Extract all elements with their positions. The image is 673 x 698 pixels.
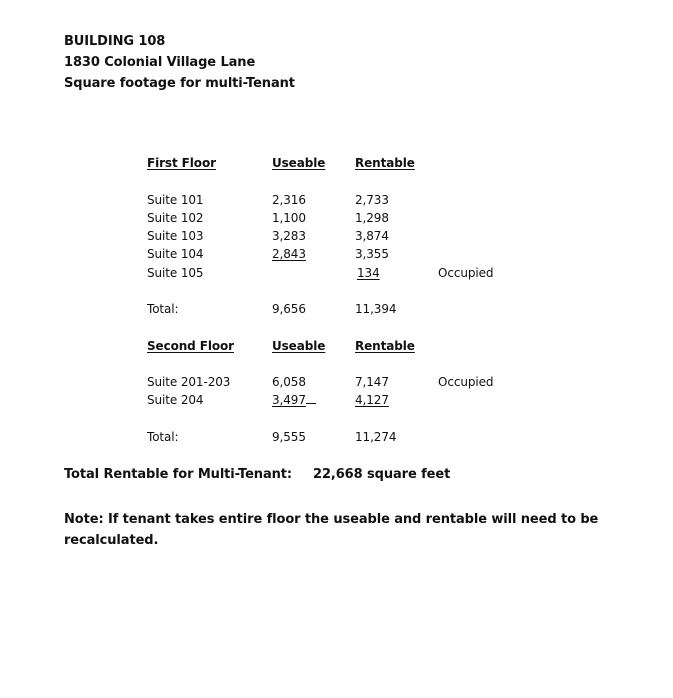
table-row-suite: Suite 102	[147, 211, 204, 225]
table-row-rentable: 3,874	[355, 229, 389, 243]
table-row-rentable: 2,733	[355, 193, 389, 207]
table-row-suite: Suite 101	[147, 193, 204, 207]
table-row-useable: 1,100	[272, 211, 306, 225]
table-row-suite: Suite 201-203	[147, 375, 231, 389]
building-title: BUILDING 108	[64, 34, 166, 49]
first-floor-useable-header: Useable	[272, 156, 326, 170]
total-rentable-value: 22,668 square feet	[313, 467, 451, 482]
total-useable: 9,555	[272, 430, 306, 444]
table-row-rentable: 1,298	[355, 211, 389, 225]
second-floor-useable-header: Useable	[272, 339, 326, 353]
table-row-rentable: 134	[357, 266, 380, 280]
table-row-useable: 2,316	[272, 193, 306, 207]
total-label: Total:	[147, 302, 179, 316]
second-floor-rentable-header: Rentable	[355, 339, 415, 353]
status-label: Occupied	[438, 375, 494, 389]
table-row-suite: Suite 204	[147, 393, 204, 407]
first-floor-rentable-header: Rentable	[355, 156, 415, 170]
total-rentable-label: Total Rentable for Multi-Tenant:	[64, 467, 292, 482]
total-useable: 9,656	[272, 302, 306, 316]
total-label: Total:	[147, 430, 179, 444]
building-address: 1830 Colonial Village Lane	[64, 55, 256, 70]
table-row-useable-cell	[272, 393, 316, 407]
status-label: Occupied	[438, 266, 494, 280]
recalculation-note: Note: If tenant takes entire floor the useable and rentable will need to be recalculated.	[64, 512, 599, 548]
first-floor-heading: First Floor	[147, 156, 216, 170]
table-row-rentable: 3,355	[355, 247, 389, 261]
second-floor-heading: Second Floor	[147, 339, 234, 353]
table-row-useable: 6,058	[272, 375, 306, 389]
table-row-suite: Suite 103	[147, 229, 204, 243]
total-rentable: 11,274	[355, 430, 397, 444]
table-row-rentable: 4,127	[355, 393, 389, 407]
table-row-useable: 2,843	[272, 247, 306, 261]
total-rentable: 11,394	[355, 302, 397, 316]
table-row-suite: Suite 104	[147, 247, 204, 261]
table-row-rentable: 7,147	[355, 375, 389, 389]
table-row-suite: Suite 105	[147, 266, 204, 280]
document-subtitle: Square footage for multi-Tenant	[64, 76, 295, 91]
underline-spacer	[306, 402, 316, 404]
table-row-useable: 3,497	[272, 393, 306, 407]
table-row-useable: 3,283	[272, 229, 306, 243]
